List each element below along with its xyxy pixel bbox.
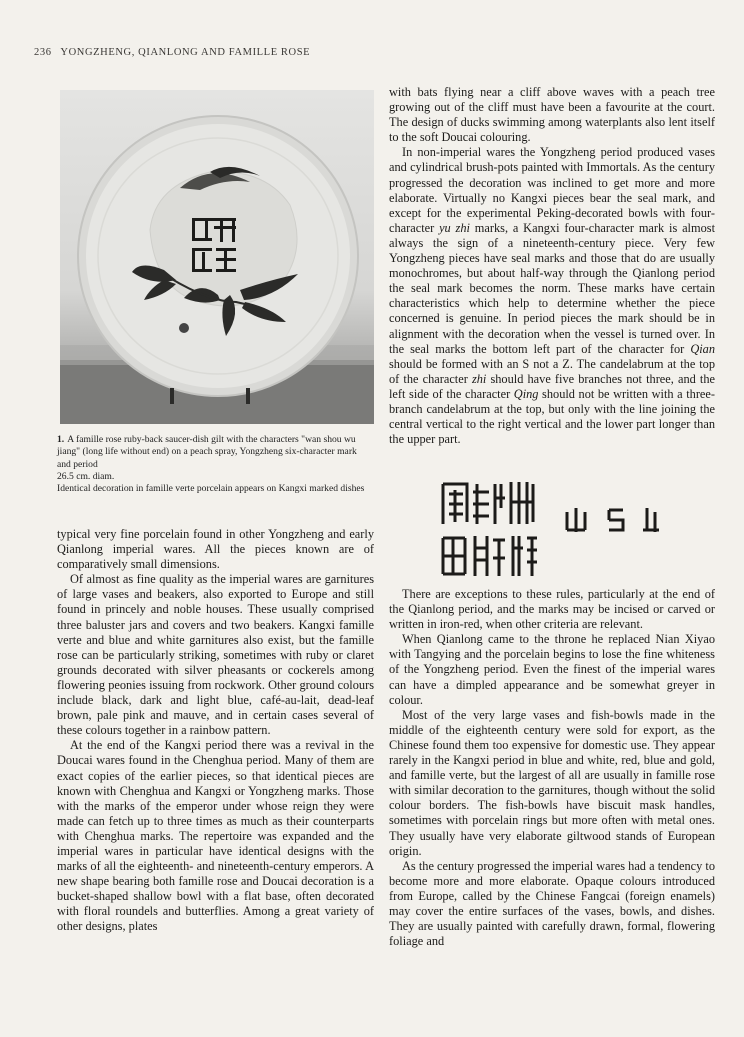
italic-term: zhi xyxy=(471,371,487,386)
italic-term: yu zhi xyxy=(439,220,470,235)
paragraph: As the century progressed the imperial wares had a tendency to become more and more elaborate. Opaque colours introduced from Europe, called by the Chinese Fangcai (foreign enamels) may cover the entire surfaces of the vases, bowls, and dishes. They are usually painted with carefully drawn, formal, flowering foliage and xyxy=(389,858,715,949)
qianlong-seal-mark-icon xyxy=(443,482,537,576)
plate-photo xyxy=(60,90,374,424)
right-column-bottom xyxy=(389,587,715,949)
left-column xyxy=(57,527,374,935)
right-column-top xyxy=(389,85,715,447)
text-run: marks, a Kangxi four-character mark is almost always the sign of a nineteenth-century piece. Very few Yongzheng pieces have seal marks and those that do are usually monochromes, but about half-way through the Qianlong period the seal mark becomes the norm. These marks have certain characteristics which help to determine whether the piece concerned is genuine. In period pieces the mark should be in alignment with the decoration when the vessel is turned over. In the seal marks the bottom left part of the character for xyxy=(389,220,715,356)
character-detail-icon xyxy=(567,508,659,532)
text-run: should have five branches not three, and the left side of the character xyxy=(389,371,715,401)
paragraph: typical very fine porcelain found in other Yongzheng and early Qianlong imperial wares. All the pieces known are of comparatively small dimensions. xyxy=(57,527,374,572)
text-run: In non-imperial wares the Yongzheng period produced vases and cylindrical brush-pots painted with Immortals. As the century progressed the decoration was inclined to get more and more elaborate. Virtually no Kangxi pieces bear the seal mark, and except for the experimental Peking-decorated bowls with four-character xyxy=(389,145,715,235)
caption-line-2: 26.5 cm. diam. xyxy=(57,470,115,482)
caption-text: A famille rose ruby-back saucer-dish gilt with the characters "wan shou wu jiang" (long life without end) on a peach spray, Yongzheng six-character mark and period xyxy=(57,434,357,470)
paragraph: Most of the very large vases and fish-bowls made in the middle of the eighteenth century were sold for export, as the Chinese found them too expensive for domestic use. They appear rarely in the Kangxi period in blue and white, red, blue and gold, and famille verte, but the largest of all are usually in famille rose with similar decoration to the garnitures, though without the solid colour borders. The fish-bowls have biscuit mask handles, sometimes with porcelain rings but more often with metal ones. They usually have very elaborate giltwood stands of European origin. xyxy=(389,707,715,858)
caption-line-3: Identical decoration in famille verte porcelain appears on Kangxi marked dishes xyxy=(57,483,365,495)
paragraph: There are exceptions to these rules, particularly at the end of the Qianlong period, and the marks may be incised or carved or written in iron-red, when other criteria are relevant. xyxy=(389,587,715,632)
paragraph: At the end of the Kangxi period there was a revival in the Doucai wares found in the Chenghua period. Many of them are exact copies of the earlier pieces, so that identical pieces are known with Chenghua and Kangxi or Yongzheng marks. Those with the marks of the emperor under whose reign they were made can fetch up to three times as much as their counterparts with Chenghua marks. The repertoire was expanded and the imperial wares in particular have identical designs with the marks of all the eighteenth- and nineteenth-century emperors. A new shape bearing both famille rose and Doucai decoration is a bucket-shaped shallow bowl with a flat base, often decorated with floral roundels and butterflies. Among a great variety of other designs, plates xyxy=(57,738,374,934)
seal-marks-figure xyxy=(439,478,679,582)
page-number: 236 xyxy=(34,47,52,58)
text-run: should not be written with a three-branch candelabrum at the top, but only with the line joining the central vertical to the right vertical and the lower part longer than the upper part. xyxy=(389,386,715,447)
italic-term: Qing xyxy=(513,386,539,401)
italic-term: Qian xyxy=(690,341,715,356)
caption-number: 1. xyxy=(57,434,65,445)
paragraph: Of almost as fine quality as the imperial wares are garnitures of large vases and beakers, also exported to Europe and still found in princely and noble houses. These usually comprised three baluster jars and covers and two beakers. Kangxi famille verte and blue and white garnitures also exist, but the famille rose can be particularly striking, sometimes with ruby or claret grounds decorated with silver pheasants or cockerels among flowering peonies issuing from rockwork. Other ground colours include black, dark and light blue, café-au-lait, dead-leaf brown, pale pink and mauve, and in certain cases several of these colours together in a rainbow pattern. xyxy=(57,572,374,738)
text-run: should be formed with an S not a Z. The candelabrum at the top of the character xyxy=(389,356,715,386)
figure-caption xyxy=(57,434,372,495)
paragraph xyxy=(389,145,715,447)
running-title: YONGZHENG, QIANLONG AND FAMILLE ROSE xyxy=(60,47,311,58)
caption-line-1 xyxy=(57,434,372,471)
paragraph: When Qianlong came to the throne he replaced Nian Xiyao with Tangying and the porcelain begins to lose the fine whiteness of the Yongzheng period. Even the finest of the imperial wares can have a dimpled appearance and be somewhat greyer in colour. xyxy=(389,632,715,707)
running-header xyxy=(34,47,310,58)
paragraph: with bats flying near a cliff above waves with a peach tree growing out of the cliff must have been a favourite at the court. The design of ducks swimming among waterplants also lent itself to the soft Doucai colouring. xyxy=(389,85,715,145)
